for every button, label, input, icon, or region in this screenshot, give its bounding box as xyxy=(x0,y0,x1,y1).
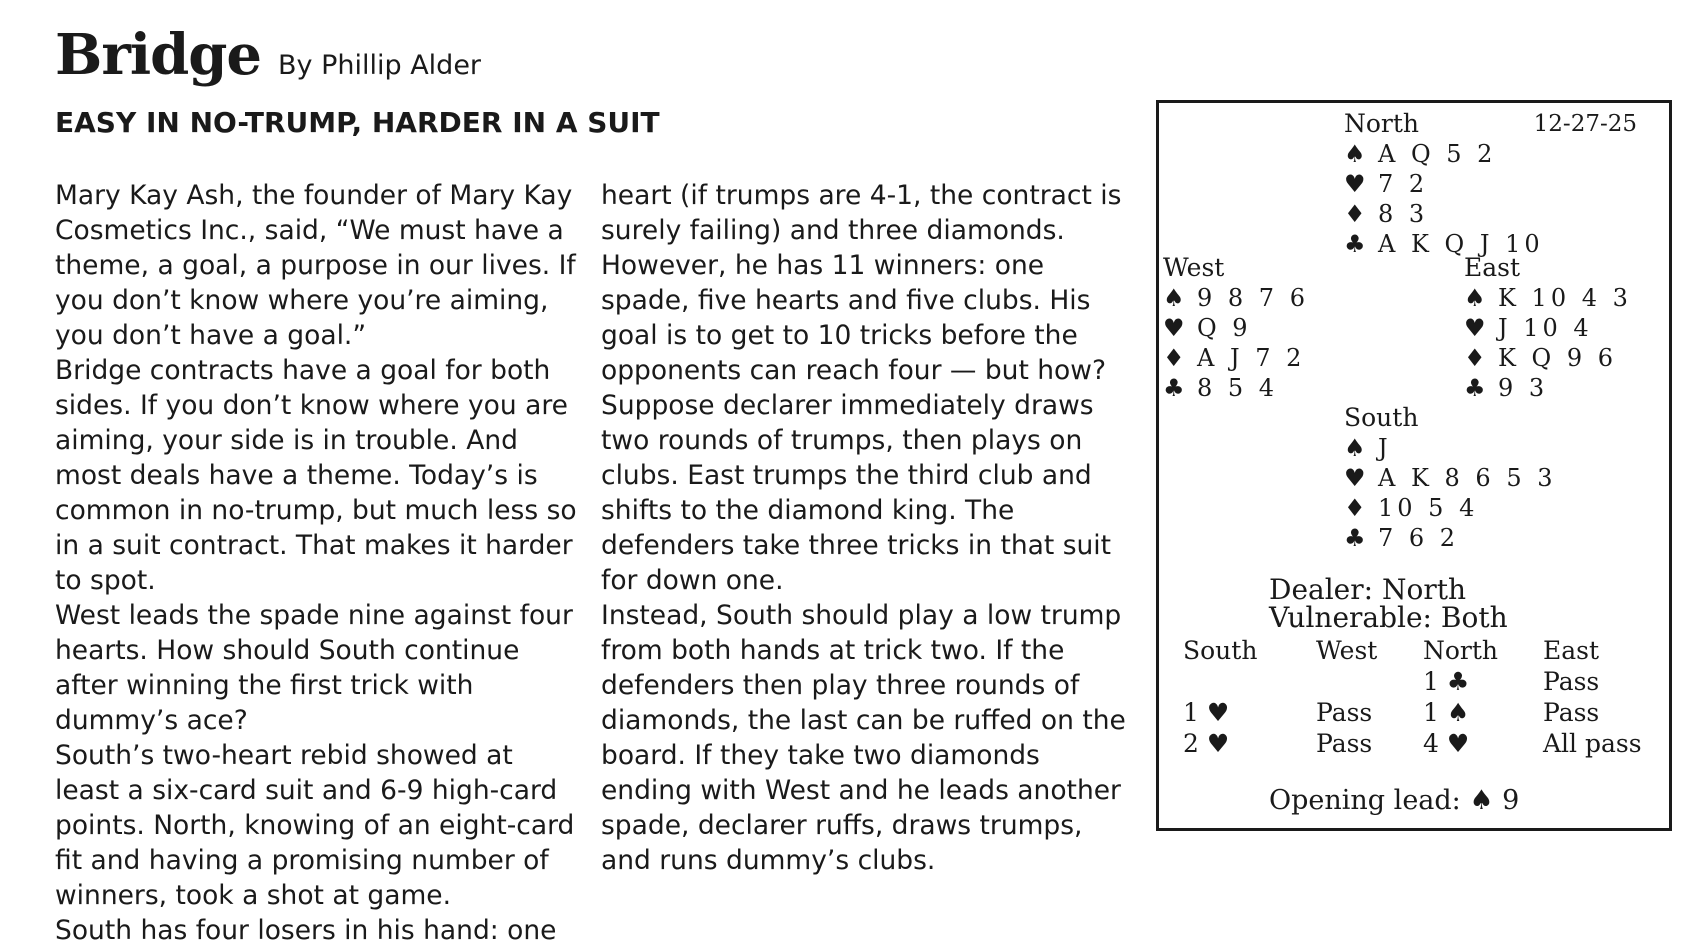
auction-row xyxy=(1183,666,1653,697)
diagram-date: 12-27-25 xyxy=(1533,111,1637,137)
dealer-info: Dealer: North xyxy=(1269,573,1466,606)
auction-row xyxy=(1183,728,1653,759)
clubs-cards: A K Q J 10 xyxy=(1378,230,1544,258)
auction-bid: 4 ♥ xyxy=(1423,729,1470,758)
club-icon: ♣ xyxy=(1344,230,1366,258)
auction-bid: Pass xyxy=(1316,729,1373,758)
paragraph: South has four losers in his hand: one xyxy=(55,915,557,946)
diamonds-row xyxy=(1163,343,1309,373)
diamonds-cards: 8 3 xyxy=(1378,200,1429,228)
auction-table xyxy=(1183,635,1653,759)
spades-cards: K 10 4 3 xyxy=(1498,284,1632,312)
west-hand xyxy=(1163,253,1309,403)
heart-icon: ♥ xyxy=(1464,314,1486,342)
diamonds-cards: 10 5 4 xyxy=(1378,494,1479,522)
club-icon: ♣ xyxy=(1163,374,1185,402)
auction-bid: 1 ♠ xyxy=(1423,698,1470,727)
hearts-cards: J 10 4 xyxy=(1498,314,1593,342)
spades-row xyxy=(1464,283,1632,313)
paragraph: South’s two-heart rebid showed at least a six-card suit and 6-9 high-card points. North, knowing of an eight-card fit and having a promising number of winners, took a shot at game. xyxy=(55,740,575,911)
hand-name: South xyxy=(1344,403,1419,432)
auction-bid: Pass xyxy=(1543,698,1600,727)
auction-header: North xyxy=(1423,636,1499,665)
auction-bid: Pass xyxy=(1543,667,1600,696)
spade-icon: ♠ xyxy=(1163,284,1185,312)
deal-diagram xyxy=(1156,100,1672,831)
auction-bid: 1 ♣ xyxy=(1423,667,1470,696)
auction-header: West xyxy=(1316,636,1378,665)
paragraph: Suppose declarer immediately draws two rounds of trumps, then plays on clubs. East trumps the third club and shifts to the diamond king. The defenders take three tricks in that suit for down one. xyxy=(601,390,1112,596)
headline: EASY IN NO-TRUMP, HARDER IN A SUIT xyxy=(55,106,660,139)
south-hand xyxy=(1344,403,1556,553)
paragraph: Mary Kay Ash, the founder of Mary Kay Cosmetics Inc., said, “We must have a theme, a goal, a purpose in our lives. If you don’t know where you’re aiming, you don’t have a goal.” xyxy=(55,180,576,351)
auction-bid: 1 ♥ xyxy=(1183,698,1230,727)
hearts-cards: Q 9 xyxy=(1197,314,1252,342)
clubs-row xyxy=(1344,523,1556,553)
byline: By Phillip Alder xyxy=(278,50,482,81)
spades-row xyxy=(1163,283,1309,313)
spades-cards: J xyxy=(1378,434,1392,462)
hearts-row xyxy=(1344,463,1556,493)
diamond-icon: ♦ xyxy=(1344,494,1366,522)
diamonds-cards: K Q 9 6 xyxy=(1498,344,1618,372)
clubs-row xyxy=(1464,373,1632,403)
paragraph: Bridge contracts have a goal for both sides. If you don’t know where you are aiming, your side is in trouble. And most deals have a theme. Today’s is common in no-trump, but much less so in a suit contract. That makes it harder to spot. xyxy=(55,355,577,596)
hearts-row xyxy=(1163,313,1309,343)
auction-header: East xyxy=(1543,636,1600,665)
diamond-icon: ♦ xyxy=(1464,344,1486,372)
paragraph: West leads the spade nine against four hearts. How should South continue after winning the first trick with dummy’s ace? xyxy=(55,600,573,736)
heart-icon: ♥ xyxy=(1344,170,1366,198)
diamonds-cards: A J 7 2 xyxy=(1197,344,1306,372)
spade-icon: ♠ xyxy=(1344,140,1366,168)
heart-icon: ♥ xyxy=(1344,464,1366,492)
hearts-row xyxy=(1464,313,1632,343)
clubs-cards: 7 6 2 xyxy=(1378,524,1460,552)
diamond-icon: ♦ xyxy=(1163,344,1185,372)
auction-bid: All pass xyxy=(1543,729,1642,758)
north-hand xyxy=(1344,109,1544,259)
article-column-2 xyxy=(601,178,1131,878)
spades-row xyxy=(1344,139,1544,169)
diamonds-row xyxy=(1344,493,1556,523)
page-title: Bridge xyxy=(55,22,262,88)
hand-name: East xyxy=(1464,253,1521,282)
spades-cards: 9 8 7 6 xyxy=(1197,284,1309,312)
paragraph: heart (if trumps are 4-1, the contract is surely failing) and three diamonds. However, he has 11 winners: one spade, five hearts and five clubs. His goal is to get to 10 tricks before the opponents can reach four — but how? xyxy=(601,180,1122,386)
hand-name: North xyxy=(1344,109,1420,138)
auction-row xyxy=(1183,697,1653,728)
auction-header: South xyxy=(1183,636,1258,665)
spade-icon: ♠ xyxy=(1344,434,1366,462)
hearts-cards: 7 2 xyxy=(1378,170,1429,198)
spade-icon: ♠ xyxy=(1464,284,1486,312)
opening-lead: Opening lead: ♠ 9 xyxy=(1269,785,1520,816)
clubs-row xyxy=(1163,373,1309,403)
heart-icon: ♥ xyxy=(1163,314,1185,342)
hearts-cards: A K 8 6 5 3 xyxy=(1378,464,1557,492)
auction-bid: 2 ♥ xyxy=(1183,729,1230,758)
spades-row xyxy=(1344,433,1556,463)
auction-bid: Pass xyxy=(1316,698,1373,727)
club-icon: ♣ xyxy=(1464,374,1486,402)
diamonds-row xyxy=(1344,199,1544,229)
spades-cards: A Q 5 2 xyxy=(1378,140,1497,168)
auction-header-row xyxy=(1183,635,1653,666)
article-column-1 xyxy=(55,178,585,948)
clubs-cards: 9 3 xyxy=(1498,374,1549,402)
clubs-cards: 8 5 4 xyxy=(1197,374,1279,402)
diamonds-row xyxy=(1464,343,1632,373)
hearts-row xyxy=(1344,169,1544,199)
paragraph: Instead, South should play a low trump from both hands at trick two. If the defenders then play three rounds of diamonds, the last can be ruffed on the board. If they take two diamonds ending with West and he leads another spade, declarer ruffs, draws trumps, and runs dummy’s clubs. xyxy=(601,600,1126,876)
diamond-icon: ♦ xyxy=(1344,200,1366,228)
vulnerability-info: Vulnerable: Both xyxy=(1269,601,1508,634)
east-hand xyxy=(1464,253,1632,403)
club-icon: ♣ xyxy=(1344,524,1366,552)
hand-name: West xyxy=(1163,253,1225,282)
